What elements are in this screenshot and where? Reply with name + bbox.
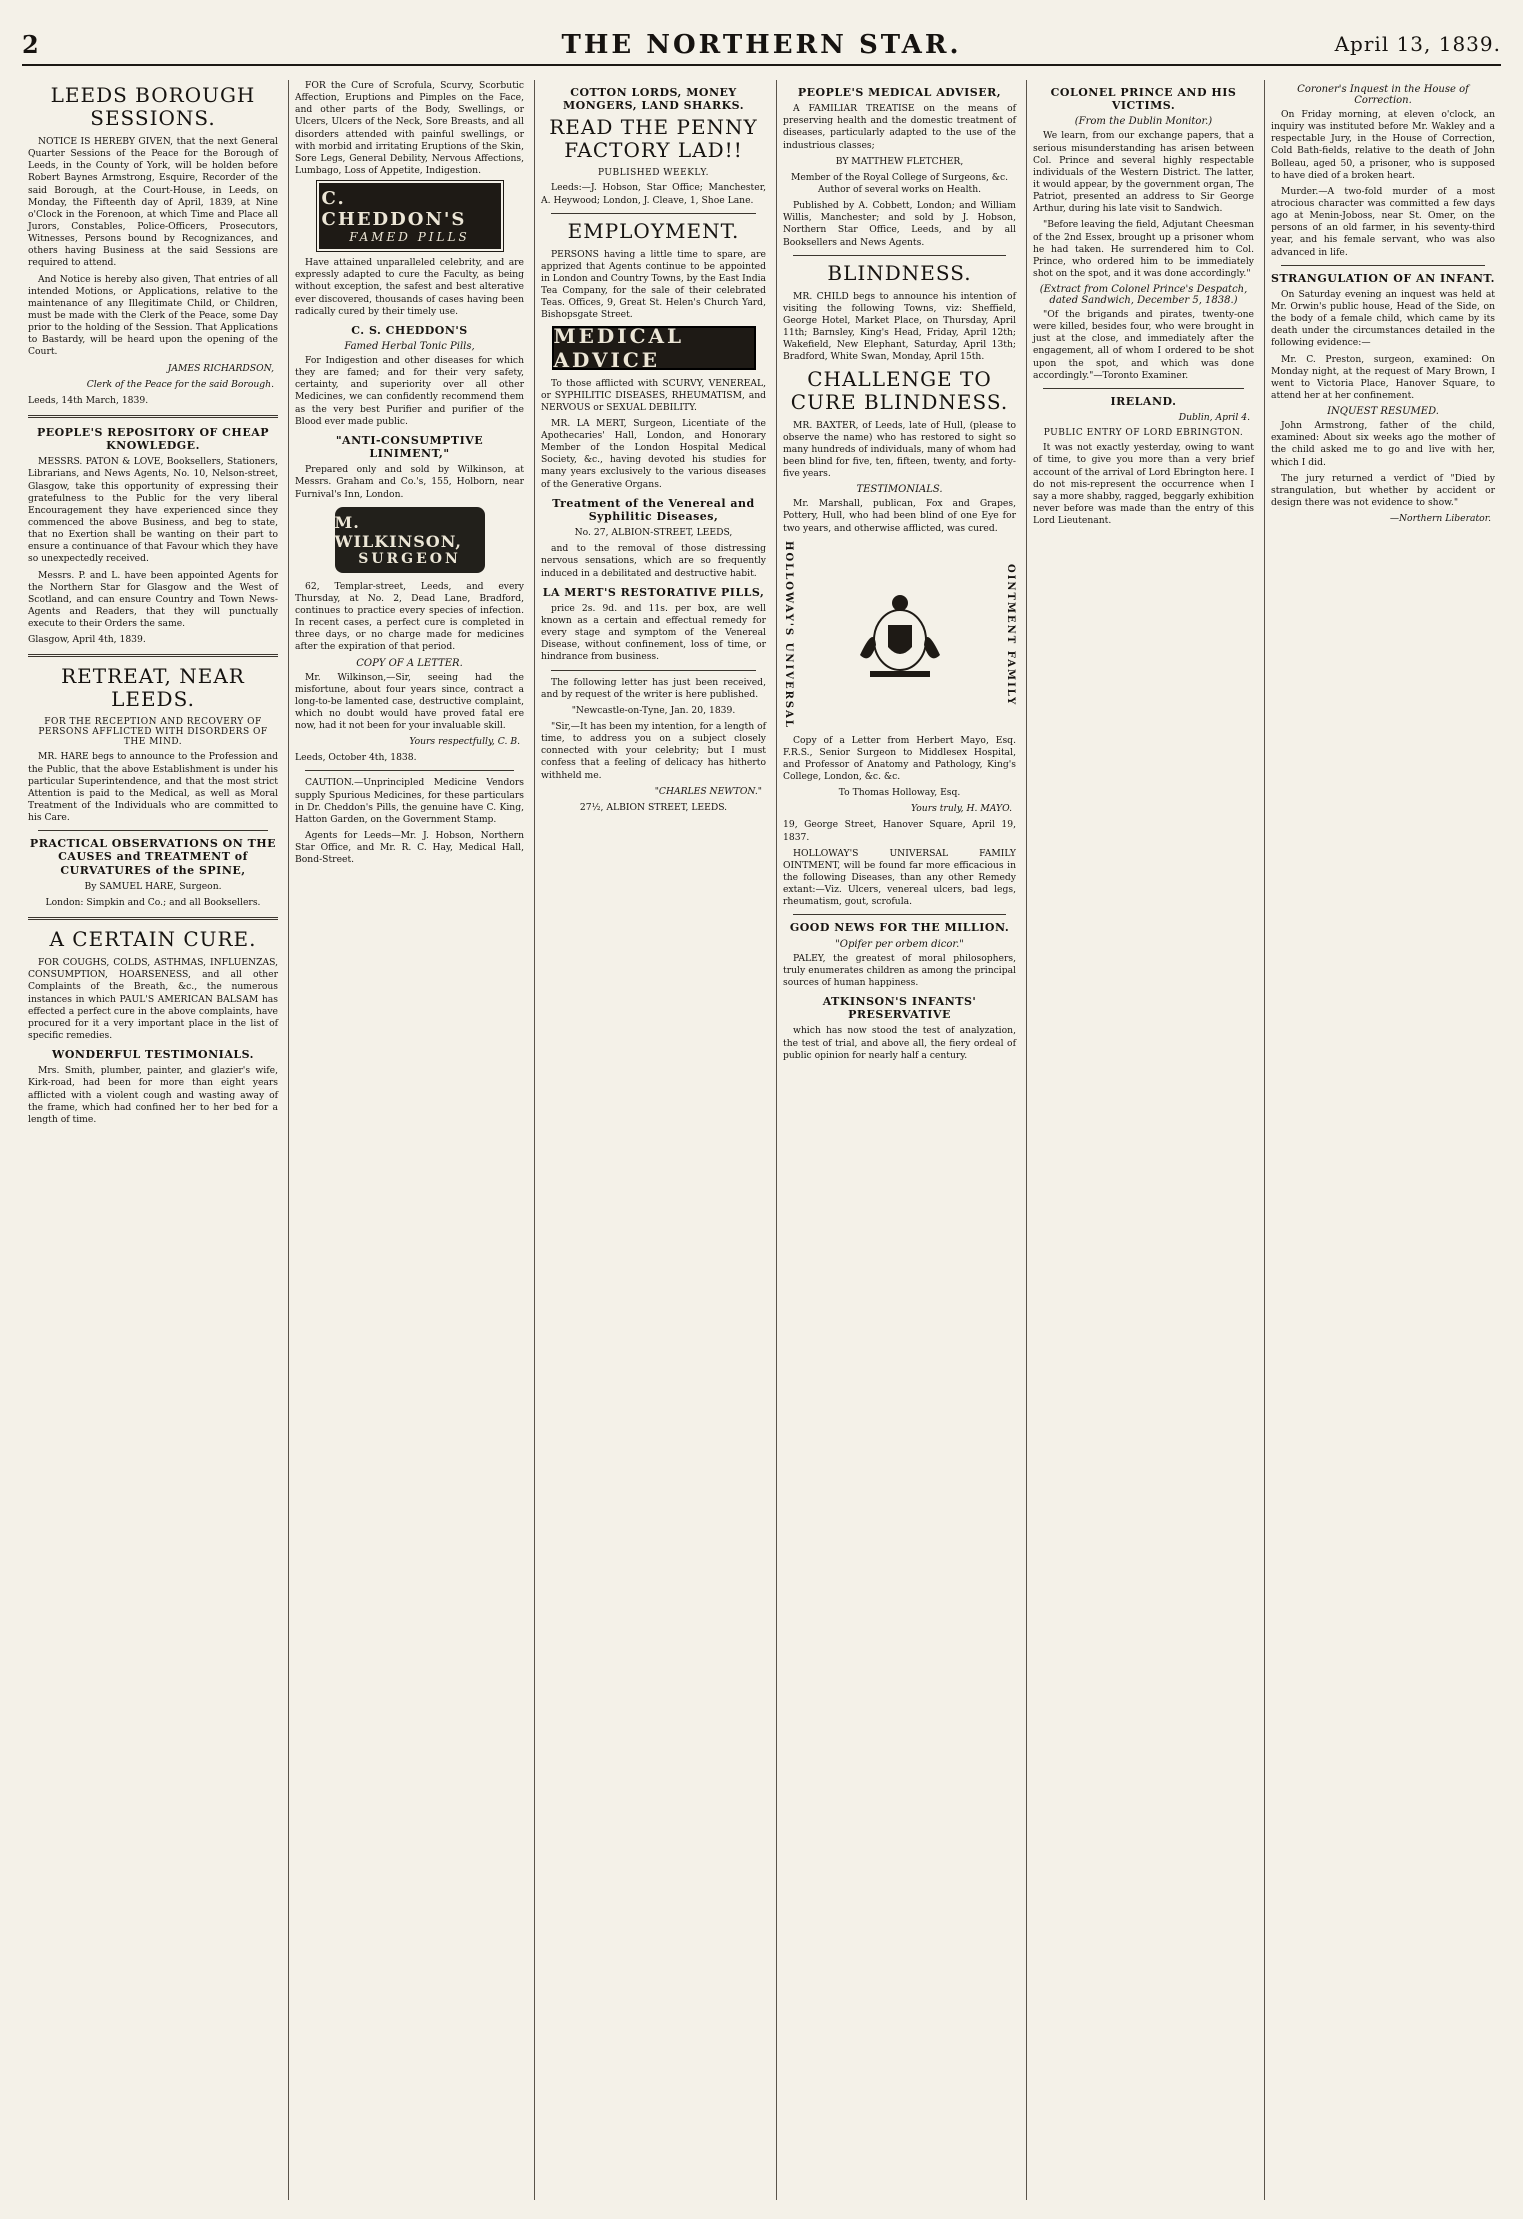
column-2 (288, 80, 530, 2200)
retreat-title: RETREAT, NEAR LEEDS. (61, 664, 245, 712)
repository-body: MESSRS. PATON & LOVE, Booksellers, Stationers, Librarians, and News Agents, No. 10, Nelson-street, Glasgow, take this opportunity of expressing their gratefulness to the Public for the very liberal Encouragement they have experienced since they commenced the above Business, and beg to state, that no Exertion shall be wanting on their part to ensure a continuance of that Favour which they have so unexpectedly received. (28, 456, 278, 565)
sessions-body: NOTICE IS HEREBY GIVEN, that the next General Quarter Sessions of the Peace for the Borough of Leeds, in the County of York, will be holden before Robert Baynes Armstrong, Esquire, Recorder of the said Borough, at the Court-House, in Leeds, on Monday, the Fifteenth day of April, 1839, at Nine o'Clock in the Forenoon, at which Time and Place all Jurors, Constables, Police-Officers, Prosecutors, Witnesses, Persons bound by Recognizances, and others having Business at the said Sessions are required to attend. (28, 136, 278, 269)
seal-label-left: HOLLOWAY'S UNIVERSAL (783, 540, 794, 729)
lamert-address: 27½, ALBION STREET, LEEDS. (579, 801, 728, 813)
logo-line-2: FAMED PILLS (349, 230, 470, 245)
penny-published: PUBLISHED WEEKLY. (598, 168, 709, 179)
retreat-body: MR. HARE begs to announce to the Profession and the Public, that the above Establishment is under his particular Superintendence, and that the most strict Attention is paid to the Medical, as well as Moral Treatment of the Individuals who are committed to his Care. (28, 751, 278, 824)
employment-title: EMPLOYMENT. (567, 218, 740, 243)
wilkinson-surgeon-logo (335, 507, 485, 573)
letter-title: COPY OF A LETTER. (356, 657, 463, 669)
holloway-copy: Copy of a Letter from Herbert Mayo, Esq. F.R.S., Senior Surgeon to Middlesex Hospital, and Professor of Anatomy and Pathology, King's College, London, &c. &c. (783, 734, 1016, 783)
page-number: 2 (22, 30, 39, 59)
seal-label-right: OINTMENT FAMILY (1005, 563, 1016, 706)
repository-date: Glasgow, April 4th, 1839. (28, 634, 146, 646)
adviser-title: PEOPLE'S MEDICAL ADVISER, (797, 86, 1002, 99)
divider (28, 917, 278, 920)
medical-advice-banner: MEDICAL ADVICE (552, 326, 756, 370)
column-5 (1026, 80, 1260, 2200)
closing-credit: —Northern Liberator. (1389, 513, 1491, 525)
medical-intro: To those afflicted with SCURVY, VENEREAL, or SYPHILITIC DISEASES, RHEUMATISM, and NERVOUS or SEXUAL DEBILITY. (541, 377, 766, 413)
retreat-subtitle: FOR THE RECEPTION AND RECOVERY OF PERSONS AFFLICTED WITH DISORDERS OF THE MIND. (38, 717, 268, 748)
resumed-body: John Armstrong, father of the child, examined: About six weeks ago the mother of the child asked me to go and live with her, which I did. (1271, 420, 1495, 468)
sessions-date: Leeds, 14th March, 1839. (28, 394, 149, 406)
prince-quote: "Of the brigands and pirates, twenty-one were killed, besides four, who were brought in just at the close, and immediately after the engagement, all of whom I ordered to be shot upon the spot, and which was done accordingly."—Toronto Examiner. (1033, 309, 1254, 381)
adviser-publisher: Published by A. Cobbett, London; and William Willis, Manchester; and sold by J. Hobson, Northern Star Office, Leeds, and by all Booksellers and News Agents. (783, 200, 1016, 248)
good-news-motto: "Opifer per orbem dicor." (835, 938, 964, 950)
strangulation-body-2: Mr. C. Preston, surgeon, examined: On Monday night, at the request of Mary Brown, I went to Victoria Place, Hanover Square, to attend her at her confinement. (1271, 353, 1495, 401)
medical-body: MR. LA MERT, Surgeon, Licentiate of the Apothecaries' Hall, London, and Honorary Member of the London Hospital Medical Society, &c., having devoted his studies for many years exclusively to the various diseases of the Generative Organs. (541, 417, 766, 490)
divider (28, 654, 278, 657)
lamert-letter-signature: "CHARLES NEWTON." (654, 785, 762, 797)
masthead (22, 30, 1501, 66)
strangulation-title: STRANGULATION OF AN INFANT. (1271, 271, 1496, 285)
divider (551, 213, 756, 214)
ireland-title: IRELAND. (1110, 394, 1177, 408)
penny-agents: Leeds:—J. Hobson, Star Office; Manchester, A. Heywood; London, J. Cleave, 1, Shoe Lane. (541, 182, 766, 206)
closing-body: The jury returned a verdict of "Died by strangulation, but whether by accident or design there was not evidence to show." (1271, 472, 1495, 508)
logo-line-1: C. CHEDDON'S (321, 188, 467, 231)
resumed-title: INQUEST RESUMED. (1327, 406, 1439, 418)
ireland-body: It was not exactly yesterday, owing to want of time, to give you more than a very brief account of the arrival of Lord Ebrington here. I do not mis-represent the occurrence when I say a more shabby, ragged, beggarly exhibition never before was made than the entry of this Lord Lieutenant. (1033, 442, 1254, 527)
cotton-title: COTTON LORDS, MONEY MONGERS, LAND SHARKS. (562, 86, 745, 113)
ointment-body: HOLLOWAY'S UNIVERSAL FAMILY OINTMENT, will be found far more efficacious in the following Diseases, than any other Remedy extant:—Viz. Ulcers, venereal ulcers, bad legs, rheumatism, gout, scrofula. (783, 847, 1016, 908)
adviser-body: A FAMILIAR TREATISE on the means of preserving health and the domestic treatment of diseases, particularly adapted to the use of the industrious classes; (783, 103, 1016, 151)
cure-title: A CERTAIN CURE. (49, 927, 257, 952)
page-columns (22, 80, 1501, 2200)
treatment-title: Treatment of the Venereal and Syphilitic Diseases, (552, 496, 755, 523)
blindness-body: MR. CHILD begs to announce his intention of visiting the following Towns, viz: Sheffield, George Hotel, Market Place, on Thursday, April 11th; Barnsley, King's Head, Friday, April 12th; Wakefield, New Elephant, Saturday, April 13th; Bradford, White Swan, Monday, April 15th. (783, 290, 1016, 363)
wilkinson-body: 62, Templar-street, Leeds, and every Thursday, at No. 2, Dead Lane, Bradford, continues to practice every species of infection. In recent cases, a perfect cure is completed in three days, or no charge made for medicines after the expiration of that period. (295, 580, 524, 653)
herbal-title: C. S. CHEDDON'S (351, 323, 468, 337)
lamert-letter-place: "Newcastle-on-Tyne, Jan. 20, 1839. (571, 704, 736, 716)
cheddon-body: Have attained unparalleled celebrity, and are expressly adapted to cure the Faculty, as being without exception, the safest and best alterative ever discovered, thousands of cases having been radically cured by their timely use. (295, 257, 524, 317)
caution-body: CAUTION.—Unprincipled Medicine Vendors supply Spurious Medicines, for these particulars in Dr. Cheddon's Pills, the genuine have C. King, Hatton Garden, on the Government Stamp. (295, 777, 524, 825)
testimonials-title: TESTIMONIALS. (856, 484, 943, 496)
sessions-note: And Notice is hereby also given, That entries of all intended Motions, or Applications, relative to the maintenance of any Illegitimate Child, or Children, must be made with the Clerk of the Peace, some Day prior to the holding of the Session. That Applications to Bastardy, will be heard upon the opening of the Court. (28, 273, 278, 358)
column-6 (1264, 80, 1501, 2200)
divider (793, 914, 1006, 915)
atkinson-body: which has now stood the test of analyzation, the test of trial, and above all, the fiery ordeal of public opinion for nearly half a century. (783, 1025, 1016, 1061)
practical-author: By SAMUEL HARE, Surgeon. (84, 880, 222, 892)
murder-body: Murder.—A two-fold murder of a most atrocious character was committed a few days ago at Menin-Joboss, near St. Omer, on the persons of an old farmer, in his seventy-third year, and his female servant, who was also advanced in life. (1271, 185, 1495, 258)
issue-date: April 13, 1839. (1334, 32, 1501, 56)
letter-date: Leeds, October 4th, 1838. (295, 752, 417, 764)
wilkinson-logo-line-1: M. WILKINSON, (334, 512, 462, 551)
pills-title: LA MERT'S RESTORATIVE PILLS, (542, 585, 765, 599)
wonderful-body: Mrs. Smith, plumber, painter, and glazier's wife, Kirk-road, had been for more than eight years afflicted with a violent cough and wasting away of the frame, which had confined her to her bed for a length of time. (28, 1065, 278, 1125)
herbal-body: For Indigestion and other diseases for which they are famed; and for their very safety, certainty, and superiority over all other Medicines, we can confidently recommend them as the very best Purifier and purifier of the Blood ever made public. (295, 355, 524, 427)
holloway-address: 19, George Street, Hanover Square, April 19, 1837. (783, 819, 1016, 843)
holloway-to: To Thomas Holloway, Esq. (838, 787, 961, 799)
prince-body-2: "Before leaving the field, Adjutant Cheesman of the 2nd Essex, brought up a prisoner whom he had taken. He surrendered him to Col. Prince, who ordered him to be immediately shot on the spot, and it was done accordingly." (1033, 219, 1254, 279)
letter-body: Mr. Wilkinson,—Sir, seeing had the misfortune, about four years since, contract a long-to-be lamented case, destructive complaint, which no doubt would have proved fatal ere now, had it not been for your invaluable skill. (295, 671, 524, 732)
column-1 (22, 80, 284, 2200)
inquest-body: On Friday morning, at eleven o'clock, an inquiry was instituted before Mr. Wakley and a respectable Jury, in the House of Correction, Cold Bath-fields, relative to the death of John Bolleau, aged 50, a prisoner, who is supposed to have died of a broken heart. (1271, 109, 1495, 181)
prince-source: (From the Dublin Monitor.) (1074, 116, 1213, 128)
divider (1281, 265, 1485, 266)
cheddon-pills-logo (319, 183, 501, 249)
divider (305, 770, 514, 771)
repository-title: PEOPLE'S REPOSITORY OF CHEAP KNOWLEDGE. (36, 425, 270, 453)
employment-body: PERSONS having a little time to spare, are apprized that Agents continue to be appointed in London and Country Towns, by the East India Tea Company, for the sale of their celebrated Teas. Offices, 9, Great St. Helen's Church Yard, Bishopsgate Street. (541, 248, 766, 321)
column-3 (534, 80, 772, 2200)
newspaper-title: THE NORTHERN STAR. (561, 30, 962, 60)
challenge-body: MR. BAXTER, of Leeds, late of Hull, (please to observe the name) who has restored to sight so many hundreds of individuals, many of whom had been blind for five, ten, fifteen, twenty, and forty-five years. (783, 419, 1016, 480)
scrofula-body: FOR the Cure of Scrofula, Scurvy, Scorbutic Affection, Eruptions and Pimples on the Face, and other parts of the Body, Swellings, or Ulcers, Ulcers of the Neck, Sore Breasts, and all disorders attended with painful swellings, or with morbid and irritating Eruptions of the Skin, Sore Legs, General Debility, Nervous Affections, Lumbago, Loss of Appetite, Indigestion. (295, 80, 524, 176)
divider (28, 415, 278, 418)
divider (793, 255, 1006, 256)
good-news-title: GOOD NEWS FOR THE MILLION. (789, 921, 1010, 935)
divider (551, 670, 756, 671)
sessions-signature-name: JAMES RICHARDSON, (167, 362, 274, 374)
repository-body-2: Messrs. P. and L. have been appointed Agents for the Northern Star for Glasgow and the West of Scotland, and can ensure Country and Town News-Agents and Readers, that they will punctually execute to their Orders the same. (28, 569, 278, 630)
divider (1043, 388, 1244, 389)
holloway-seal-block (783, 541, 1016, 729)
wonderful-title: WONDERFUL TESTIMONIALS. (52, 1048, 254, 1062)
good-news-body: PALEY, the greatest of moral philosophers, truly enumerates children as among the principal sources of human happiness. (783, 952, 1016, 988)
divider (38, 830, 268, 831)
practical-title: PRACTICAL OBSERVATIONS ON THE CAUSES and TREATMENT of CURVATURES of the SPINE, (29, 837, 277, 877)
column-4 (776, 80, 1022, 2200)
herbal-subtitle: Famed Herbal Tonic Pills, (344, 341, 475, 353)
lamert-letter-text: "Sir,—It has been my intention, for a length of time, to address you on a subject closely connected with your celebrity; but I must confess that a feeling of delicacy has hitherto withheld me. (541, 721, 766, 781)
pills-body: price 2s. 9d. and 11s. per box, are well known as a certain and effectual remedy for every stage and symptom of the Venereal Disease, without confinement, loss of time, or hindrance from business. (541, 602, 766, 663)
atkinson-title: ATKINSON'S INFANTS' PRESERVATIVE (822, 995, 977, 1022)
anti-consumptive-body: Prepared only and sold by Wilkinson, at Messrs. Graham and Co.'s, 155, Holborn, near Furnival's Inn, London. (295, 464, 524, 500)
strangulation-body: On Saturday evening an inquest was held at Mr. Orwin's public house, Head of the Side, on the body of a female child, which came by its death under the circumstances detailed in the following evidence:— (1271, 288, 1495, 349)
sessions-title: LEEDS BOROUGH SESSIONS. (50, 83, 256, 130)
agents-body: Agents for Leeds—Mr. J. Hobson, Northern Star Office, and Mr. R. C. Hay, Medical Hall, Bond-Street. (295, 830, 524, 866)
adviser-member: Member of the Royal College of Surgeons, &c. Author of several works on Health. (790, 171, 1009, 196)
inquest-title: Coroner's Inquest in the House of Correction. (1297, 84, 1469, 106)
anti-consumptive-title: "ANTI-CONSUMPTIVE LINIMENT," (335, 433, 484, 461)
sessions-signature-role: Clerk of the Peace for the said Borough. (86, 378, 274, 390)
challenge-title: CHALLENGE TO CURE BLINDNESS. (790, 366, 1009, 414)
ireland-subtitle: PUBLIC ENTRY OF LORD EBRINGTON. (1043, 428, 1244, 439)
prince-extract: (Extract from Colonel Prince's Despatch, dated Sandwich, December 5, 1838.) (1039, 284, 1248, 307)
treatment-body: and to the removal of those distressing nervous sensations, which are so frequently induced in a debilitated and destructive habit. (541, 543, 766, 579)
blindness-title: BLINDNESS. (827, 260, 972, 285)
prince-body: We learn, from our exchange papers, that a serious misunderstanding has arisen between Col. Prince and several highly respectable individuals of the Western District. The latter, it would appear, by the government organ, The Patriot, presented an address to Sir George Arthur, during his late visit to Sandwich. (1033, 130, 1254, 215)
letter-signature: Yours respectfully, C. B. (409, 736, 520, 748)
testimonials-body: Mr. Marshall, publican, Fox and Grapes, Pottery, Hull, who had been blind of one Eye for two years, and otherwise afflicted, was cured. (783, 498, 1016, 534)
cure-body: FOR COUGHS, COLDS, ASTHMAS, INFLUENZAS, CONSUMPTION, HOARSENESS, and all other Complaints of the Breath, &c., the numerous instances in which PAUL'S AMERICAN BALSAM has effected a perfect cure in the above complaints, have procured for it a very important place in the list of specific remedies. (28, 957, 278, 1041)
penny-factory-title: READ THE PENNY FACTORY LAD!! (549, 115, 758, 163)
royal-arms-icon (840, 585, 960, 685)
prince-title: COLONEL PRINCE AND HIS VICTIMS. (1050, 86, 1237, 113)
treatment-address: No. 27, ALBION-STREET, LEEDS, (574, 527, 733, 539)
wilkinson-logo-line-2: SURGEON (358, 550, 461, 567)
ireland-place: Dublin, April 4. (1178, 412, 1250, 424)
practical-publisher: London: Simpkin and Co.; and all Booksellers. (45, 896, 261, 908)
adviser-author: BY MATTHEW FLETCHER, (835, 155, 964, 167)
lamert-letter-intro: The following letter has just been received, and by request of the writer is here published. (541, 676, 766, 700)
holloway-signature: Yours truly, H. MAYO. (911, 803, 1012, 815)
